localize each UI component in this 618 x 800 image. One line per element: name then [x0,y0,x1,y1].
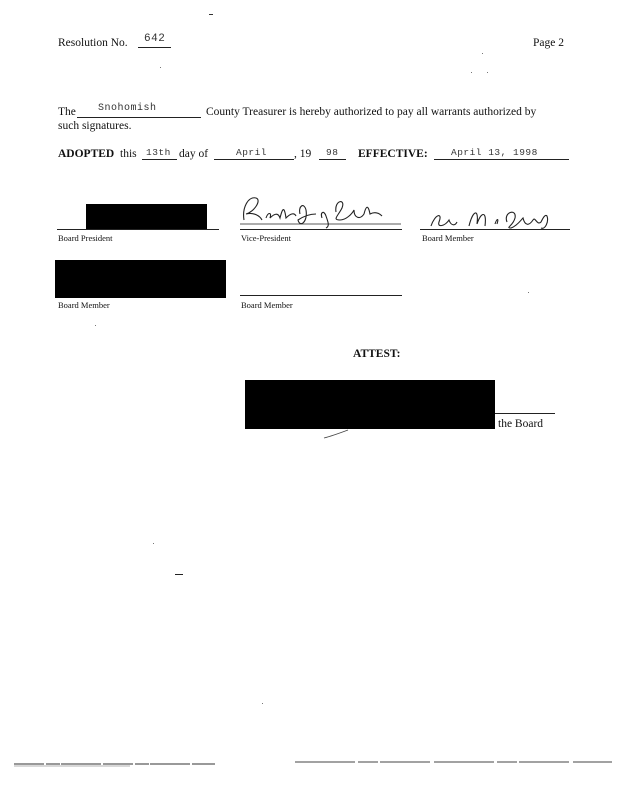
attest-label: ATTEST: [353,348,401,360]
board-member-label-1: Board Member [422,233,474,243]
adopted-year-underline [319,159,346,160]
body-the: The [58,106,76,118]
vice-president-label: Vice-President [241,233,291,243]
speck [160,67,161,68]
attest-signature-line [495,413,555,414]
attest-board-suffix: the Board [498,418,544,430]
board-president-label: Board President [58,233,113,243]
adopted-this: this [120,148,137,160]
board-member-label-2: Board Member [58,300,110,310]
effective-date-underline [434,159,569,160]
vice-president-signature [236,190,406,232]
top-mark [209,14,213,15]
signature-line-president [57,229,219,230]
adopted-month-underline [214,159,294,160]
county-name-underline [77,117,201,118]
stray-pen-mark [322,428,350,440]
bottom-scan-edge [0,755,618,769]
speck [482,53,483,54]
effective-label: EFFECTIVE: [358,148,428,160]
resolution-number-underline [138,47,171,48]
board-member-label-3: Board Member [241,300,293,310]
signature-line-vice-president [240,229,402,230]
stray-dash [175,574,183,575]
speck [471,72,472,73]
adopted-year: 98 [326,147,339,158]
adopted-year-prefix: , 19 [294,148,312,160]
redacted-signature-board-member-2 [55,260,226,298]
signature-line-board-member-3 [240,295,402,296]
body-sentence-line2: such signatures. [58,120,132,132]
page-number: Page 2 [533,37,564,49]
body-sentence: County Treasurer is hereby authorized to pay all warrants authorized by [206,106,537,118]
speck [153,543,154,544]
adopted-day-of: day of [179,148,209,160]
county-name: Snohomish [98,103,157,114]
resolution-number: 642 [144,33,166,45]
redacted-attest-signature [245,380,495,429]
effective-date: April 13, 1998 [451,147,538,158]
speck [262,703,263,704]
adopted-label: ADOPTED [58,148,115,160]
adopted-day-underline [142,159,177,160]
resolution-label: Resolution No. [58,37,128,49]
speck [528,292,529,293]
speck [95,325,96,326]
signature-line-board-member-1 [420,229,570,230]
adopted-day: 13th [146,147,171,158]
speck [487,72,488,73]
redacted-signature-president [86,204,207,229]
adopted-month: April [236,147,268,158]
